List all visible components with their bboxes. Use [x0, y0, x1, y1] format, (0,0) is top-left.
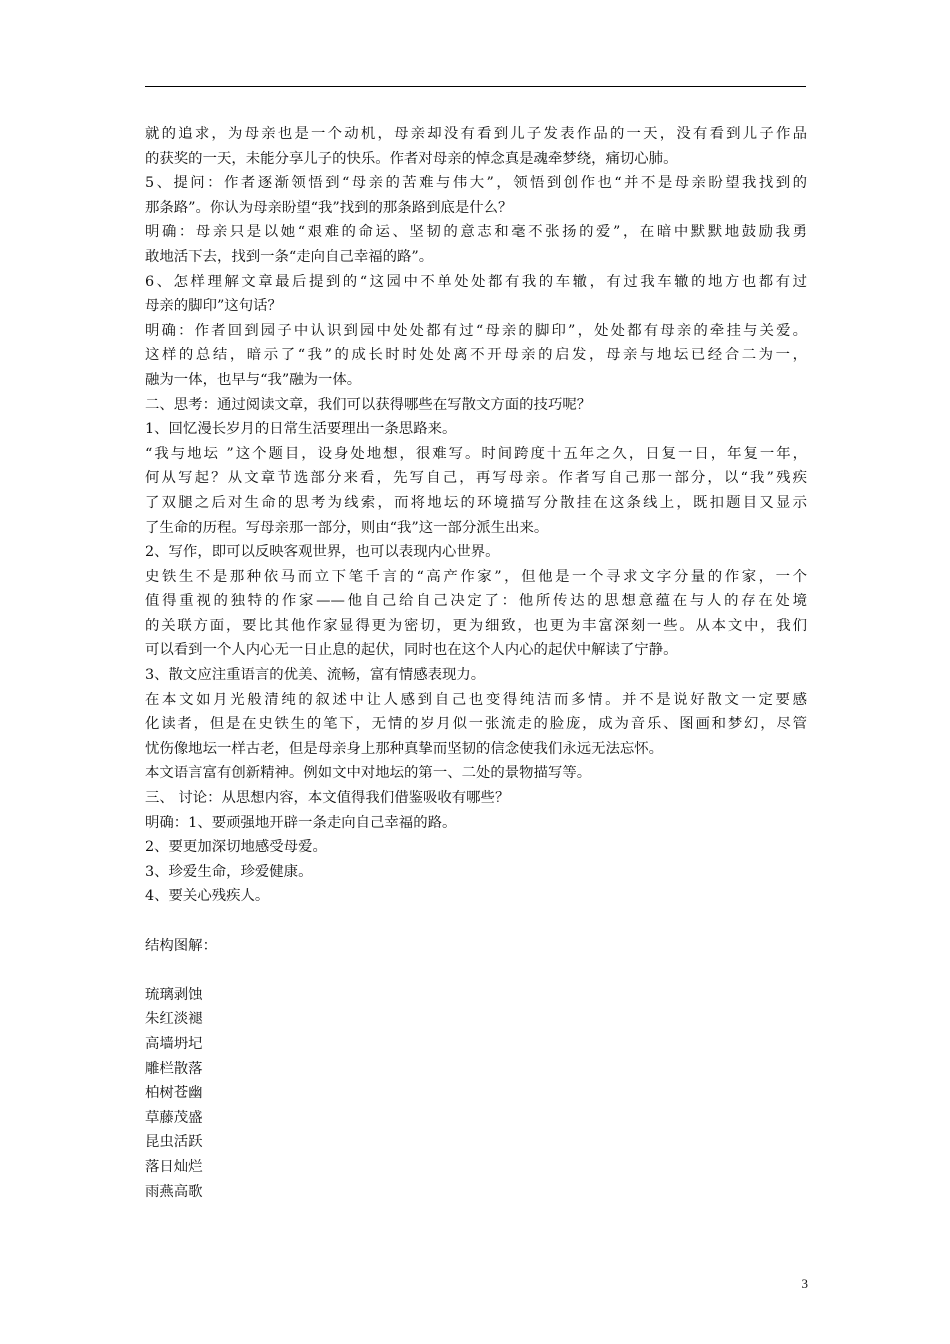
text-line: 在本文如月光般清纯的叙述中让人感到自己也变得纯洁而多情。并不是说好散文一定要感 [145, 691, 807, 708]
text-line: 值得重视的独特的作家——他自己给自己决定了：他所传达的思想意蕴在与人的存在处境 [145, 593, 807, 610]
text-line: 2、要更加深切地感受母爱。 [145, 839, 327, 856]
text-line: 那条路”。你认为母亲盼望“我”找到的那条路到底是什么？ [145, 199, 513, 216]
text-line: 何从写起？从文章节选部分来看，先写自己，再写母亲。作者写自己那一部分，以“我”残疾 [145, 470, 807, 487]
blank-line [145, 958, 807, 983]
text-line: 了双腿之后对生命的思考为线索，而将地坛的环境描写分散挂在这条线上，既扣题目又显示 [145, 494, 807, 511]
section-heading: 三、 讨论：从思想内容，本文值得我们借鉴吸收有哪些？ [145, 790, 510, 807]
text-line: 这样的总结，暗示了“我”的成长时时处处离不开母亲的启发，母亲与地坛已经合二为一， [145, 347, 807, 364]
structure-item: 雕栏散落 [145, 1060, 203, 1077]
text-line: 3、珍爱生命，珍爱健康。 [145, 863, 313, 880]
text-line: 敢地活下去，找到一条“走向自己幸福的路”。 [145, 248, 434, 265]
text-line: 忧伤像地坛一样古老，但是母亲身上那种真挚而坚韧的信念使我们永远无法忘怀。 [145, 740, 664, 757]
text-line: 1、回忆漫长岁月的日常生活要理出一条思路来。 [145, 421, 457, 438]
text-line: 融为一体，也早与“我”融为一体。 [145, 371, 362, 388]
structure-item: 柏树苍幽 [145, 1085, 203, 1102]
structure-heading: 结构图解： [145, 937, 217, 954]
text-line: 可以看到一个人内心无一日止息的起伏，同时也在这个人内心的起伏中解读了宁静。 [145, 642, 678, 659]
text-line: 的关联方面，要比其他作家显得更为密切，更为细致，也更为丰富深刻一些。从本文中，我们 [145, 617, 807, 634]
structure-item: 昆虫活跃 [145, 1134, 203, 1151]
text-line: 4、要关心残疾人。 [145, 888, 270, 905]
text-line: 明确：作者回到园子中认识到园中处处都有过“母亲的脚印”，处处都有母亲的牵挂与关爱。 [145, 322, 807, 339]
structure-item: 草藤茂盛 [145, 1109, 203, 1126]
structure-item: 高墙坍圮 [145, 1035, 203, 1052]
header-rule [145, 86, 806, 87]
text-line: 2、写作，即可以反映客观世界，也可以表现内心世界。 [145, 544, 500, 561]
text-line: 本文语言富有创新精神。例如文中对地坛的第一、二处的景物描写等。 [145, 765, 592, 782]
section-heading: 二、思考：通过阅读文章，我们可以获得哪些在写散文方面的技巧呢？ [145, 396, 592, 413]
text-line: 就的追求，为母亲也是一个动机，母亲却没有看到儿子发表作品的一天，没有看到儿子作品 [145, 126, 807, 142]
text-line: 化读者，但是在史铁生的笔下，无情的岁月似一张流走的脸庞，成为音乐、图画和梦幻，尽管 [145, 716, 807, 733]
text-line: 明确：1、要顽强地开辟一条走向自己幸福的路。 [145, 814, 457, 831]
text-line: 史铁生不是那种依马而立下笔千言的“高产作家”，但他是一个寻求文字分量的作家，一个 [145, 568, 807, 585]
structure-item: 朱红淡褪 [145, 1011, 203, 1028]
text-line: 5、提问：作者逐渐领悟到“母亲的苦难与伟大”，领悟到创作也“并不是母亲盼望我找到的 [145, 175, 807, 192]
text-line: 3、散文应注重语言的优美、流畅，富有情感表现力。 [145, 667, 486, 684]
text-line: 6、怎样理解文章最后提到的“这园中不单处处都有我的车辙，有过我车辙的地方也都有过 [145, 273, 807, 290]
blank-line [145, 909, 807, 934]
text-line: 的获奖的一天，未能分享儿子的快乐。作者对母亲的悼念真是魂牵梦绕，痛切心肺。 [145, 150, 678, 167]
structure-item: 落日灿烂 [145, 1158, 203, 1175]
page-number: 3 [801, 1276, 808, 1291]
text-line: “我与地坛 ”这个题目，设身处地想，很难写。时间跨度十五年之久，日复一日，年复一年， [145, 445, 807, 462]
structure-item: 雨燕高歌 [145, 1183, 203, 1200]
text-line: 母亲的脚印”这句话？ [145, 298, 282, 315]
body-text [145, 122, 807, 1204]
text-line: 了生命的历程。写母亲那一部分，则由“我”这一部分派生出来。 [145, 519, 549, 536]
text-line: 明确：母亲只是以她“艰难的命运、坚韧的意志和毫不张扬的爱”，在暗中默默地鼓励我勇 [145, 224, 807, 241]
structure-item: 琉璃剥蚀 [145, 986, 203, 1003]
